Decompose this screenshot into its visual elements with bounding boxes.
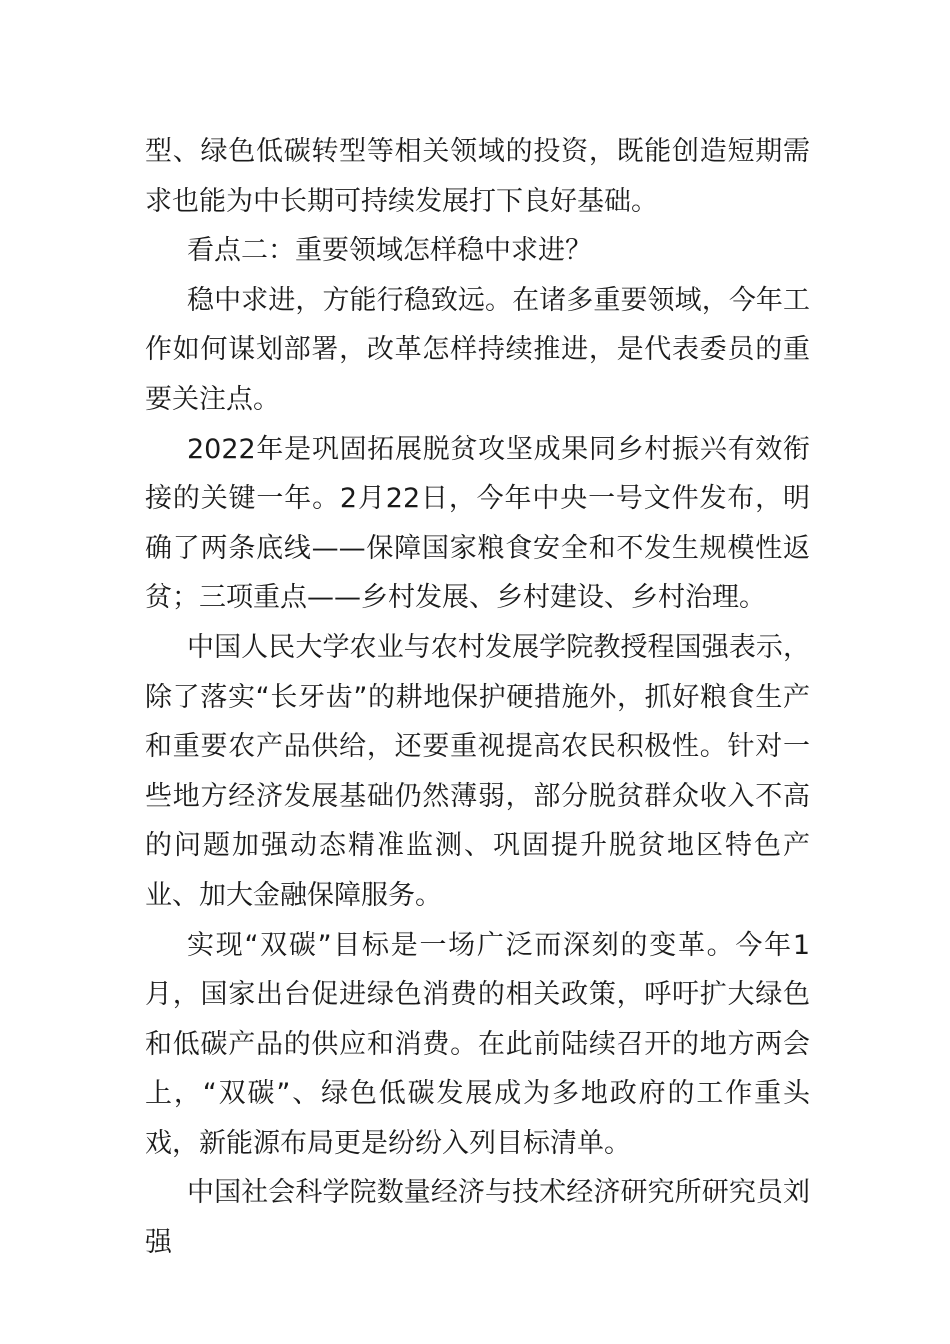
paragraph: 实现“双碳”目标是一场广泛而深刻的变革。今年1月，国家出台促进绿色消费的相关政策，呼吁扩大绿色和低碳产品的供应和消费。在此前陆续召开的地方两会上，“双碳”、绿色低碳发展成为多地政府的工作重头戏，新能源布局更是纷纷入列目标清单。 bbox=[145, 929, 810, 1159]
section-heading: 看点二：重要领域怎样稳中求进？ bbox=[187, 235, 592, 267]
document-body bbox=[145, 127, 810, 1268]
paragraph: 中国社会科学院数量经济与技术经济研究所研究员刘强 bbox=[145, 1177, 810, 1259]
paragraph: 型、绿色低碳转型等相关领域的投资，既能创造短期需求也能为中长期可持续发展打下良好基础。 bbox=[145, 136, 810, 217]
paragraph: 稳中求进，方能行稳致远。在诸多重要领域，今年工作如何谋划部署，改革怎样持续推进，是代表委员的重要关注点。 bbox=[145, 284, 810, 415]
paragraph: 中国人民大学农业与农村发展学院教授程国强表示，除了落实“长牙齿”的耕地保护硬措施外，抓好粮食生产和重要农产品供给，还要重视提高农民积极性。针对一些地方经济发展基础仍然薄弱，部分脱贫群众收入不高的问题加强动态精准监测、巩固提升脱贫地区特色产业、加大金融保障服务。 bbox=[145, 631, 810, 911]
paragraph: 2022年是巩固拓展脱贫攻坚成果同乡村振兴有效衔接的关键一年。2月22日，今年中央一号文件发布，明确了两条底线——保障国家粮食安全和不发生规模性返贫；三项重点——乡村发展、乡村建设、乡村治理。 bbox=[145, 433, 810, 614]
